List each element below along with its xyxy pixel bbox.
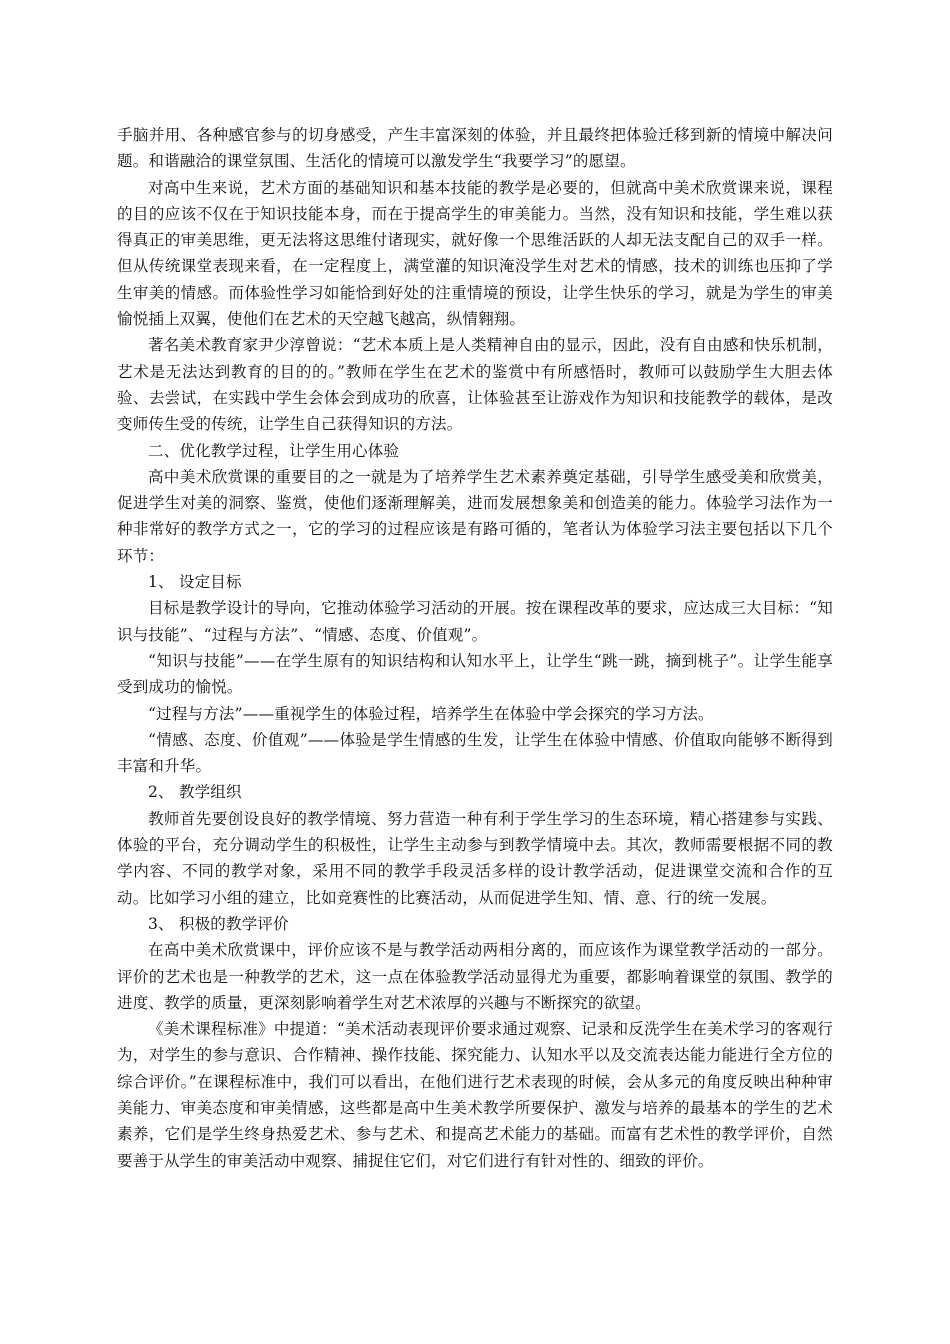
section-heading-2: 二、优化教学过程，让学生用心体验	[148, 441, 400, 460]
paragraph-teaching-organization: 教师首先要创设良好的教学情境、努力营造一种有利于学生学习的生态环境，精心搭建参与实践、体验的平台，充分调动学生的积极性，让学生主动参与到教学情境中去。其次，教师需要根据不同的教学内容、不同的教学对象，采用不同的教学手段灵活多样的设计教学活动，促进课堂交流和合作的互动。比如学习小组的建立，比如竞赛性的比赛活动，从而促进学生知、情、意、行的统一发展。	[117, 809, 833, 907]
paragraph-evaluation: 在高中美术欣赏课中，评价应该不是与教学活动两相分离的，而应该作为课堂教学活动的一部分。评价的艺术也是一种教学的艺术，这一点在体验教学活动显得尤为重要，都影响着课堂的氛围、教学的进度、教学的质量，更深刻影响着学生对艺术浓厚的兴趣与不断探究的欲望。	[117, 941, 833, 1012]
subheading-evaluation: 3、 积极的教学评价	[148, 914, 289, 933]
document-page	[117, 122, 833, 1174]
paragraph-three-goals: 目标是教学设计的导向，它推动体验学习活动的开展。按在课程改革的要求，应达成三大目标：“知识与技能”、“过程与方法”、“情感、态度、价值观”。	[117, 599, 833, 644]
paragraph-curriculum-standard: 《美术课程标准》中提道：“美术活动表现评价要求通过观察、记录和反洗学生在美术学习的客观行为，对学生的参与意识、合作精神、操作技能、探究能力、认知水平以及交流表达能力能进行全方位的综合评价。”在课程标准中，我们可以看出，在他们进行艺术表现的时候，会从多元的角度反映出种种审美能力、审美态度和审美情感，这些都是高中生美术教学所要保护、激发与培养的最基本的学生的艺术素养，它们是学生终身热爱艺术、参与艺术、和提高艺术能力的基础。而富有艺术性的教学评价，自然要善于从学生的审美活动中观察、捕捉住它们，对它们进行有针对性的、细致的评价。	[117, 1020, 833, 1170]
paragraph-art-basics: 对高中生来说，艺术方面的基础知识和基本技能的教学是必要的，但就高中美术欣赏课来说，课程的目的应该不仅在于知识技能本身，而在于提高学生的审美能力。当然，没有知识和技能，学生难以获得真正的审美思维，更无法将这思维付诸现实，就好像一个思维活跃的人却无法支配自己的双手一样。但从传统课堂表现来看，在一定程度上，满堂灌的知识淹没学生对艺术的情感，技术的训练也压抑了学生审美的情感。而体验性学习如能恰到好处的注重情境的预设，让学生快乐的学习，就是为学生的审美愉悦插上双翼，使他们在艺术的天空越飞越高，纵情翱翔。	[117, 178, 833, 329]
subheading-teaching-organization: 2、 教学组织	[148, 783, 242, 802]
paragraph-appreciation-goal: 高中美术欣赏课的重要目的之一就是为了培养学生艺术素养奠定基础，引导学生感受美和欣赏美，促进学生对美的洞察、鉴赏，使他们逐渐理解美，进而发展想象美和创造美的能力。体验学习法作为一种非常好的教学方式之一，它的学习的过程应该是有路可循的，笔者认为体验学习法主要包括以下几个环节：	[117, 467, 833, 565]
subheading-set-goals: 1、 设定目标	[148, 573, 242, 592]
paragraph-process-method: “过程与方法”——重视学生的体验过程，培养学生在体验中学会探究的学习方法。	[148, 704, 714, 723]
paragraph-knowledge-skills: “知识与技能”——在学生原有的知识结构和认知水平上，让学生“跳一跳，摘到桃子”。让学生能享受到成功的愉悦。	[117, 651, 833, 697]
paragraph-continuation: 手脑并用、各种感官参与的切身感受，产生丰富深刻的体验，并且最终把体验迁移到新的情境中解决问题。和谐融洽的课堂氛围、生活化的情境可以激发学生“我要学习”的愿望。	[117, 126, 833, 171]
paragraph-emotion-values: “情感、态度、价值观”——体验是学生情感的生发，让学生在体验中情感、价值取向能够不断得到丰富和升华。	[117, 730, 833, 776]
paragraph-quote-yin: 著名美术教育家尹少淳曾说：“艺术本质上是人类精神自由的显示，因此，没有自由感和快乐机制，艺术是无法达到教育的目的的。”教师在学生在艺术的鉴赏中有所感悟时，教师可以鼓励学生大胆去体验、去尝试，在实践中学生会体会到成功的欣喜，让体验甚至让游戏作为知识和技能教学的载体，是改变师传生受的传统，让学生自己获得知识的方法。	[117, 336, 833, 434]
